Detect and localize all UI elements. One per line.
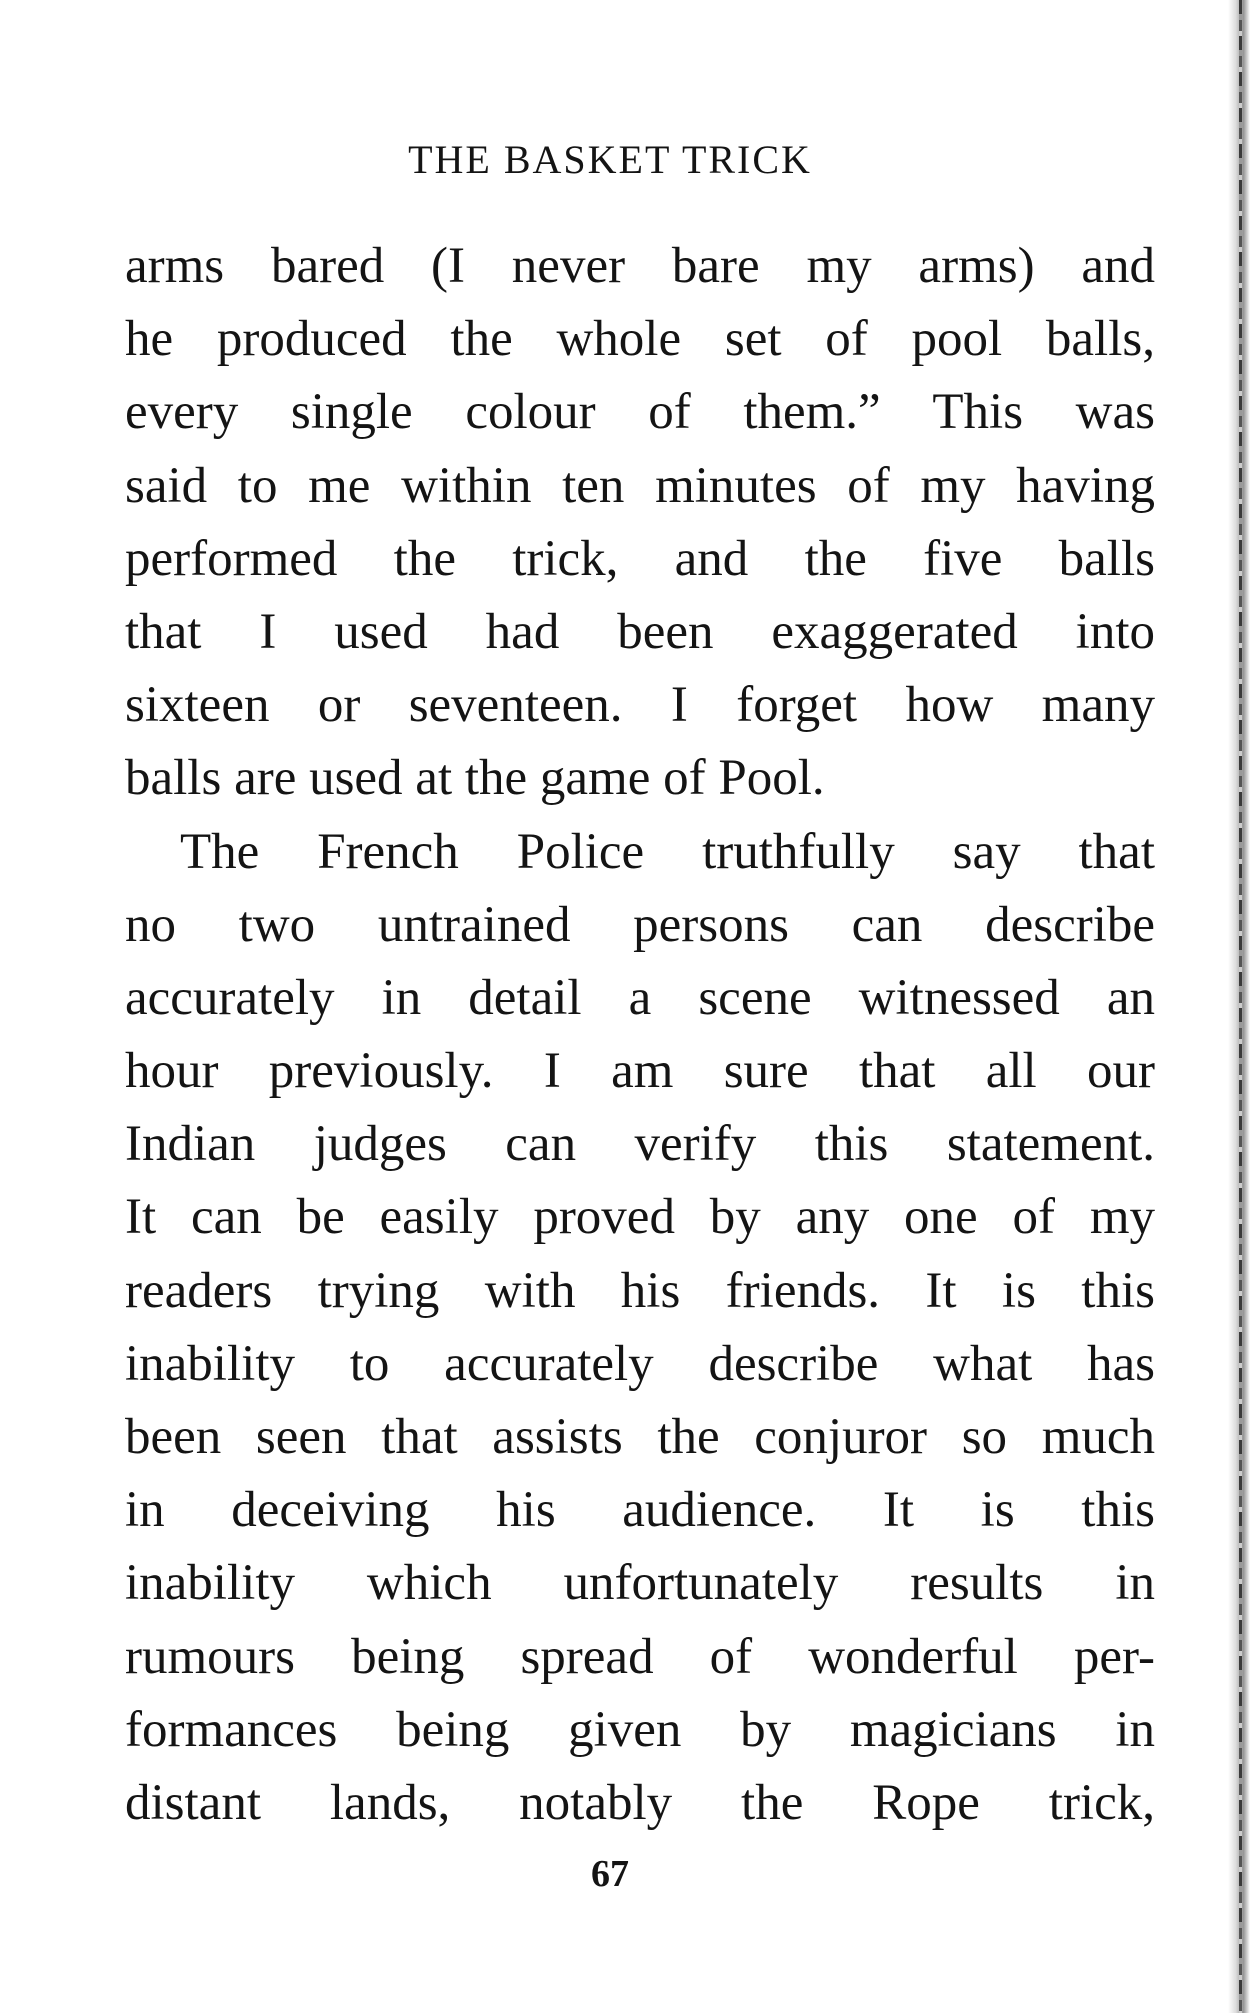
text-line: Indian judges can verify this statement. <box>125 1116 1155 1173</box>
text-line: said to me within ten minutes of my having <box>125 457 1155 514</box>
text-line: hour previously. I am sure that all our <box>125 1043 1155 1100</box>
text-line: readers trying with his friends. It is this <box>125 1262 1155 1319</box>
text-line: accurately in detail a scene witnessed an <box>125 969 1155 1026</box>
text-line: It can be easily proved by any one of my <box>125 1189 1155 1246</box>
page-edge-line <box>1239 0 1242 2013</box>
text-line: he produced the whole set of pool balls, <box>125 311 1155 368</box>
text-line: inability which unfortunately results in <box>125 1555 1155 1612</box>
text-line: inability to accurately describe what has <box>125 1335 1155 1392</box>
text-line: in deceiving his audience. It is this <box>125 1482 1155 1539</box>
text-line: distant lands, notably the Rope trick, <box>125 1774 1155 1831</box>
text-line: that I used had been exaggerated into <box>125 603 1155 660</box>
running-head: THE BASKET TRICK <box>408 137 812 182</box>
text-line: formances being given by magicians in <box>125 1701 1155 1758</box>
text-line: rumours being spread of wonderful per- <box>125 1628 1155 1685</box>
text-line: been seen that assists the conjuror so much <box>125 1409 1155 1465</box>
text-line: The French Police truthfully say that <box>180 823 1155 880</box>
text-line: performed the trick, and the five balls <box>125 530 1155 587</box>
text-line: sixteen or seventeen. I forget how many <box>125 677 1155 734</box>
text-line: every single colour of them.” This was <box>125 384 1155 441</box>
text-line: balls are used at the game of Pool. <box>125 750 825 807</box>
page-number: 67 <box>591 1853 629 1895</box>
text-line: arms bared (I never bare my arms) and <box>125 238 1155 294</box>
text-line: no two untrained persons can describe <box>125 896 1155 953</box>
body-text <box>125 230 1155 1840</box>
